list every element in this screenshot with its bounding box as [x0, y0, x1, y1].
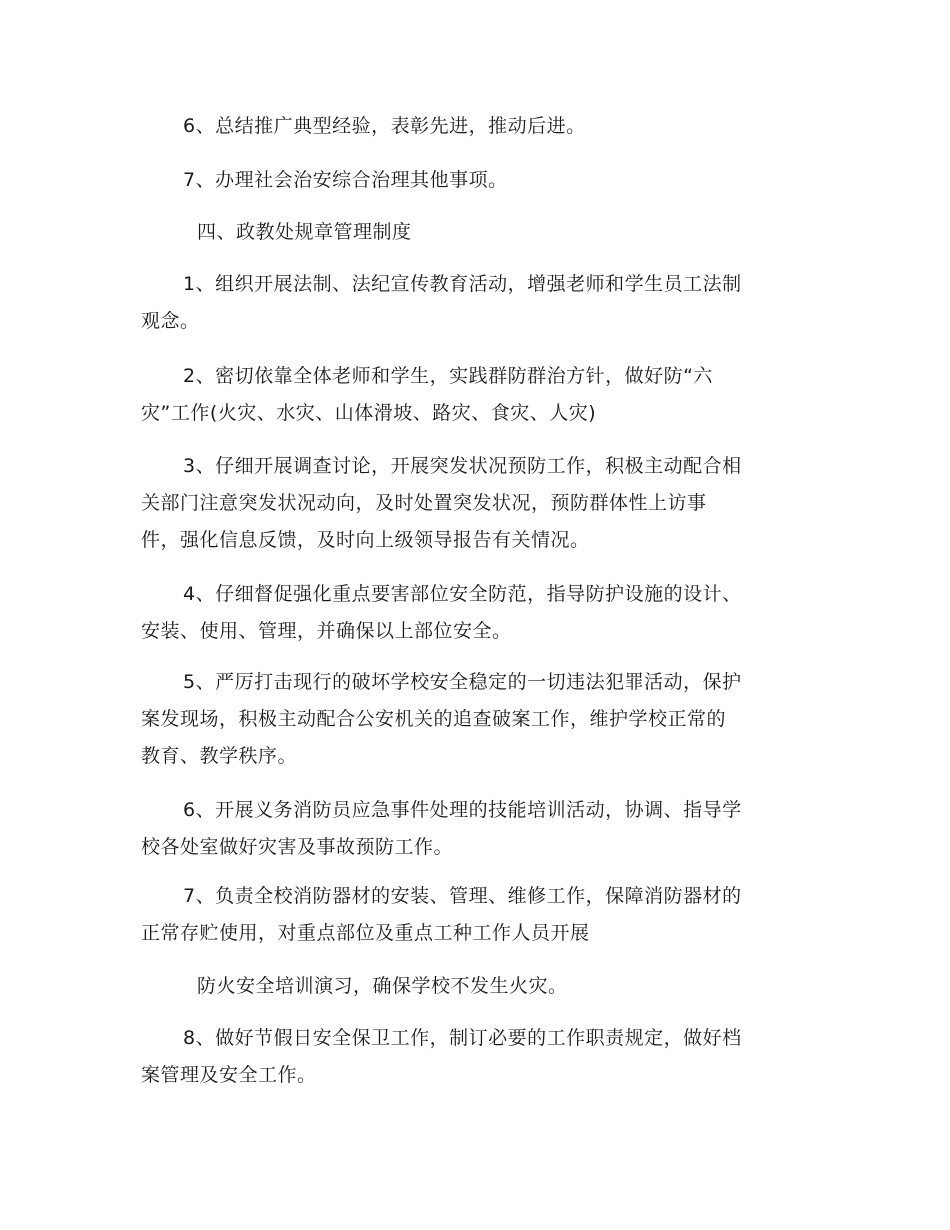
text-line: 4、仔细督促强化重点要害部位安全防范，指导防护设施的设计、 — [183, 583, 742, 605]
section-heading — [141, 214, 809, 251]
paragraph-7-fire-equipment — [141, 878, 809, 952]
paragraph-7-other-matters — [141, 162, 809, 199]
text-line: 灾”工作(火灾、水灾、山体滑坡、路灾、食灾、人灾) — [141, 402, 597, 424]
text-line: 案管理及安全工作。 — [141, 1064, 317, 1086]
paragraph-3-emergency-prevention — [141, 448, 809, 559]
paragraph-4-key-areas — [141, 576, 809, 650]
text-line: 校各处室做好灾害及事故预防工作。 — [141, 836, 454, 858]
text-line: 防火安全培训演习，确保学校不发生火灾。 — [197, 975, 568, 997]
text-line: 关部门注意突发状况动向，及时处置突发状况，预防群体性上访事 — [141, 492, 707, 514]
text-line: 1、组织开展法制、法纪宣传教育活动，增强老师和学生员工法制 — [183, 273, 742, 295]
text-line: 观念。 — [141, 310, 200, 332]
text-line: 四、政教处规章管理制度 — [197, 221, 412, 243]
paragraph-6-fire-training — [141, 792, 809, 866]
paragraph-8-holiday-security — [141, 1020, 809, 1094]
text-line: 7、办理社会治安综合治理其他事项。 — [183, 169, 508, 191]
text-line: 教育、教学秩序。 — [141, 745, 298, 767]
text-line: 2、密切依靠全体老师和学生，实践群防群治方针，做好防“六 — [183, 365, 713, 387]
text-line: 6、开展义务消防员应急事件处理的技能培训活动，协调、指导学 — [183, 799, 742, 821]
text-line: 5、严厉打击现行的破坏学校安全稳定的一切违法犯罪活动，保护 — [183, 671, 742, 693]
paragraph-fire-drill — [141, 968, 809, 1005]
paragraph-1-legal-education — [141, 266, 809, 340]
paragraph-5-crime-prevention — [141, 664, 809, 775]
paragraph-6-summary — [141, 108, 809, 145]
text-line: 件，强化信息反馈，及时向上级领导报告有关情况。 — [141, 529, 590, 551]
text-line: 安装、使用、管理，并确保以上部位安全。 — [141, 620, 512, 642]
text-line: 8、做好节假日安全保卫工作，制订必要的工作职责规定，做好档 — [183, 1027, 742, 1049]
text-line: 6、总结推广典型经验，表彰先进，推动后进。 — [183, 115, 586, 137]
text-line: 3、仔细开展调查讨论，开展突发状况预防工作，积极主动配合相 — [183, 455, 742, 477]
paragraph-2-disaster-prevention — [141, 358, 809, 432]
text-line: 正常存贮使用，对重点部位及重点工种工作人员开展 — [141, 922, 590, 944]
text-line: 7、负责全校消防器材的安装、管理、维修工作，保障消防器材的 — [183, 885, 742, 907]
text-line: 案发现场，积极主动配合公安机关的追查破案工作，维护学校正常的 — [141, 708, 727, 730]
